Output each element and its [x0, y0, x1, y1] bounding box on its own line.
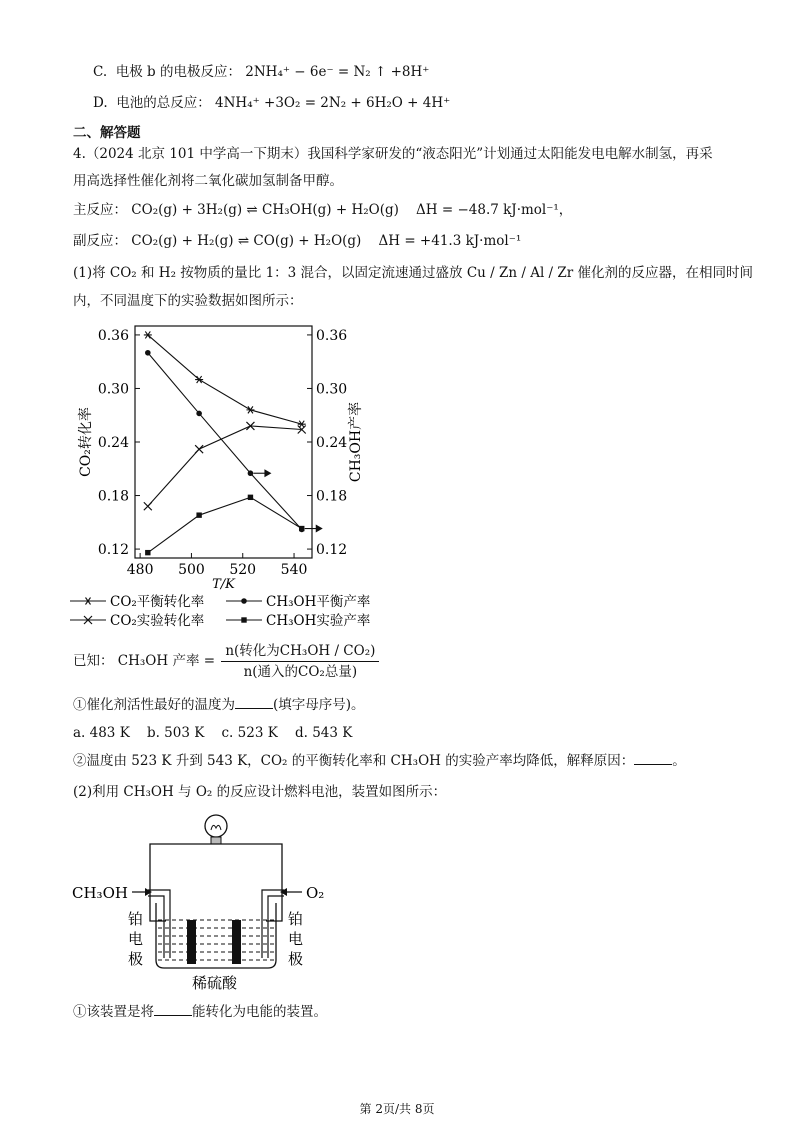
option-c: C. 电极 b 的电极反应： 2NH₄⁺ − 6e⁻ = N₂ ↑ +8H⁺	[93, 64, 430, 80]
y-tick-label-right: 0.18	[316, 488, 348, 505]
right-electrode-label-2: 电	[288, 930, 304, 948]
y-tick-label-right: 0.30	[316, 381, 348, 398]
option-c-equation: 2NH₄⁺ − 6e⁻ = N₂ ↑ +8H⁺	[245, 64, 430, 80]
electrolyte-label: 稀硫酸	[192, 974, 238, 992]
choice-d: d. 543 K	[294, 725, 353, 741]
data-point-s2-1	[145, 350, 151, 356]
left-electrode-label-3: 极	[128, 950, 144, 968]
x-tick-label: 500	[178, 562, 205, 578]
y-tick-label-right: 0.12	[316, 542, 348, 559]
legend-label-1: CO₂平衡转化率	[110, 594, 205, 610]
y-tick-label-left: 0.24	[97, 435, 129, 451]
left-reagent: CH₃OH	[72, 884, 128, 902]
arrow-left-icon	[280, 888, 287, 896]
series-line-3	[148, 426, 302, 506]
left-electrode	[187, 920, 196, 964]
electrolyte-hatch	[158, 920, 274, 960]
data-point-s2-3	[248, 470, 254, 476]
sub-question-2: ②温度由 523 K 升到 543 K，CO₂ 的平衡转化率和 CH₃OH 的实验产率均降低，解释原因： 。	[73, 753, 686, 769]
left-electrode-label-2: 电	[128, 930, 144, 948]
y-axis-label-left: CO₂转化率	[78, 407, 94, 477]
x-tick-label: 520	[229, 562, 257, 578]
legend-marker-1	[84, 598, 92, 605]
right-electrode-label-3: 极	[288, 950, 304, 968]
q4-line2: 用高选择性催化剂将二氧化碳加氢制备甲醇。	[73, 173, 343, 189]
side-reaction: 副反应： CO₂(g) + H₂(g) ⇌ CO(g) + H₂O(g) ΔH = +41.3 kJ·mol⁻¹	[73, 233, 522, 249]
y-tick-label-right: 0.36	[316, 327, 348, 344]
right-gas-tube	[262, 890, 284, 958]
x-tick-label: 480	[126, 562, 154, 578]
option-d-equation: 4NH₄⁺ +3O₂ = 2N₂ + 6H₂O + 4H⁺	[215, 95, 451, 111]
data-point-s1-3	[246, 406, 254, 413]
series-line-4	[148, 497, 302, 552]
legend-marker-4	[241, 617, 246, 622]
q4-line1: 4.（2024 北京 101 中学高一下期末）我国科学家研发的“液态阳光”计划通过太阳能发电电解水制氢，再采	[73, 146, 713, 162]
right-reagent: O₂	[306, 884, 325, 902]
data-point-s4-2	[196, 512, 201, 517]
yield-fraction: $\frac{\text{n(转化为CH₃OH / CO₂)}}{\text{n(通入的CO₂总量)}}$	[221, 642, 379, 681]
part1-line2: 内，不同温度下的实验数据如图所示：	[73, 293, 303, 309]
answer-blank[interactable]	[154, 1003, 192, 1016]
page-footer: 第 2页/共 8页	[359, 1102, 435, 1116]
right-electrode-label-1: 铂	[288, 910, 304, 928]
known-formula: 已知： CH₃OH 产率 = $\frac{\text{n(转化为CH₃OH / CO₂)}}{\text{n(通入的CO₂总量)}}$	[73, 642, 379, 681]
answer-blank[interactable]	[634, 752, 672, 765]
choice-a: a. 483 K	[73, 725, 130, 741]
choices	[73, 724, 352, 742]
sub-question-3: ①该装置是将 能转化为电能的装置。	[73, 1004, 327, 1020]
y-tick-label-left: 0.12	[97, 542, 129, 559]
sub-question-1: ①催化剂活性最好的温度为 (填字母序号)。	[73, 697, 365, 713]
y-tick-label-left: 0.30	[97, 381, 129, 398]
chart	[70, 318, 390, 636]
data-point-s4-1	[145, 550, 150, 555]
section-heading: 二、解答题	[73, 125, 141, 141]
data-point-s4-3	[248, 495, 253, 500]
x-tick-label: 540	[280, 562, 308, 578]
legend-label-4: CH₃OH实验产率	[266, 613, 371, 629]
left-gas-tube	[148, 890, 170, 958]
left-electrode-label-1: 铂	[128, 910, 144, 928]
legend-label-2: CH₃OH平衡产率	[266, 594, 371, 610]
y-tick-label-left: 0.18	[97, 488, 129, 505]
legend-label-3: CO₂实验转化率	[110, 613, 205, 629]
part2: (2)利用 CH₃OH 与 O₂ 的反应设计燃料电池，装置如图所示：	[73, 784, 447, 800]
main-reaction: 主反应： CO₂(g) + 3H₂(g) ⇌ CH₃OH(g) + H₂O(g) ΔH = −48.7 kJ·mol⁻¹，	[73, 202, 573, 218]
bulb-icon	[205, 815, 227, 844]
data-point-s3-1	[144, 502, 152, 510]
data-point-s2-2	[196, 411, 202, 417]
arrow-right-icon	[145, 888, 152, 896]
choice-b: b. 503 K	[146, 725, 205, 741]
y-tick-label-left: 0.36	[97, 327, 129, 344]
y-tick-label-right: 0.24	[316, 435, 348, 451]
right-axis-arrow-icon	[264, 469, 271, 477]
option-d: D. 电池的总反应： 4NH₄⁺ +3O₂ = 2N₂ + 6H₂O + 4H⁺	[93, 95, 451, 111]
choice-c: c. 523 K	[221, 725, 278, 741]
fuel-cell-diagram	[70, 808, 350, 1000]
part1-line1: (1)将 CO₂ 和 H₂ 按物质的量比 1：3 混合，以固定流速通过盛放 Cu / Zn / Al / Zr 催化剂的反应器，在相同时间	[73, 265, 754, 281]
answer-blank[interactable]	[235, 696, 273, 709]
x-axis-label: T/K	[212, 577, 235, 592]
series-line-2	[148, 353, 302, 530]
right-electrode	[232, 920, 241, 964]
right-axis-arrow-icon	[316, 525, 323, 533]
legend-marker-2	[241, 598, 247, 604]
data-point-s4-4	[299, 526, 304, 531]
data-point-s3-2	[195, 445, 203, 453]
y-axis-label-right: CH₃OH产率	[348, 401, 364, 483]
